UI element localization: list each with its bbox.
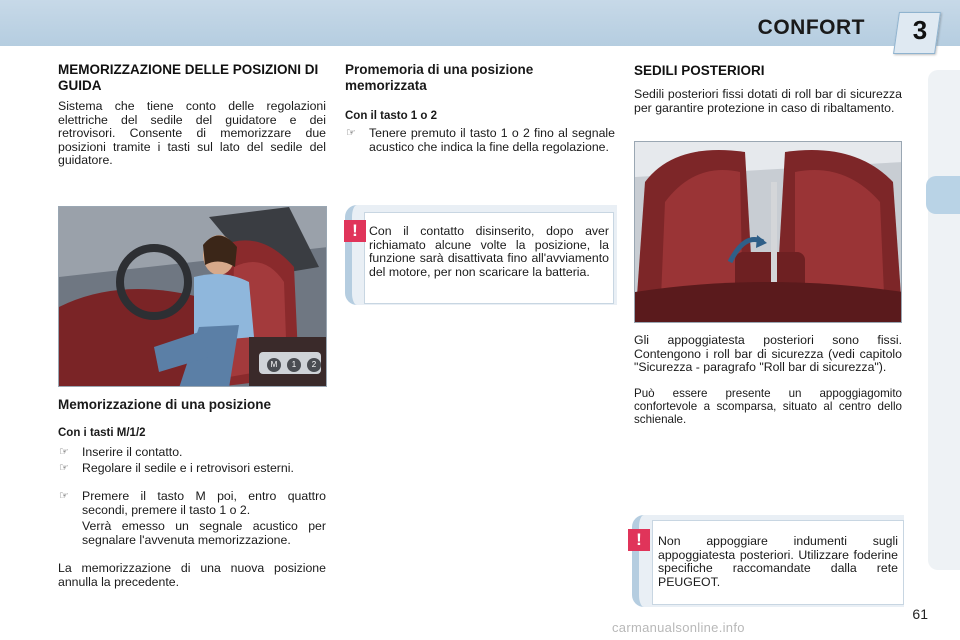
- driver-seat-photo: [58, 206, 327, 387]
- memory-buttons: [267, 358, 321, 372]
- recall-step: ☞ Tenere premuto il tasto 1 o 2 fino al segnale acustico che indica la fine della regolazione.: [346, 126, 615, 154]
- memory-button-2: 2: [307, 358, 321, 372]
- col1-intro: Sistema che tiene conto delle regolazioni elettriche del sedile del guidatore e dei retrovisori. Consente di memorizzare due posizioni tramite i tasti sul lato del sedile del guidatore.: [58, 99, 326, 167]
- col1-note: La memorizzazione di una nuova posizione annulla la precedente.: [58, 561, 326, 589]
- col2-title: Promemoria di una posizione memorizzata: [345, 62, 534, 93]
- watermark: carmanualsonline.info: [612, 620, 745, 635]
- col3-para2: Può essere presente un appoggiagomito confortevole a scomparsa, situato al centro dello schienale.: [634, 387, 902, 426]
- memory-button-1: 1: [287, 358, 301, 372]
- side-index-tabs: [928, 70, 960, 570]
- memory-button-m: M: [267, 358, 281, 372]
- rear-seats-photo: [634, 141, 902, 323]
- step-1: ☞ Inserire il contatto.: [59, 445, 183, 459]
- chapter-number: 3: [912, 15, 928, 45]
- battery-warning-text: Con il contatto disinserito, dopo aver richiamato alcune volte la posizione, la funzione sarà disattivata fino all'avviamento del motore, per non scaricare la batteria.: [369, 224, 609, 279]
- pointing-hand-icon: ☞: [59, 490, 69, 502]
- page-number: 61: [912, 606, 928, 622]
- col1-title: MEMORIZZAZIONE DELLE POSIZIONI DI GUIDA: [58, 62, 319, 93]
- warning-icon: !: [628, 529, 650, 551]
- pointing-hand-icon: ☞: [346, 127, 356, 139]
- step-3-detail: Verrà emesso un segnale acustico per segnalare l'avvenuta memorizzazione.: [82, 519, 326, 547]
- step-3: ☞ Premere il tasto M poi, entro quattro secondi, premere il tasto 1 o 2.: [59, 489, 326, 517]
- col1-buttons-heading: Con i tasti M/1/2: [58, 427, 146, 439]
- pointing-hand-icon: ☞: [59, 462, 69, 474]
- warning-icon: !: [344, 220, 366, 242]
- step-2: ☞ Regolare il sedile e i retrovisori esterni.: [59, 461, 294, 475]
- col2-buttons-heading: Con il tasto 1 o 2: [345, 110, 438, 122]
- headrest-warning-text: Non appoggiare indumenti sugli appoggiatesta posteriori. Utilizzare foderine specifiche raccomandate dalla rete PEUGEOT.: [658, 534, 898, 589]
- col3-title: SEDILI POSTERIORI: [634, 63, 765, 78]
- col3-para1: Gli appoggiatesta posteriori sono fissi. Contengono i roll bar di sicurezza (vedi capitolo "Sicurezza - paragrafo "Roll bar di sicurezza").: [634, 333, 902, 374]
- section-title: CONFORT: [757, 16, 865, 39]
- col3-intro: Sedili posteriori fissi dotati di roll bar di sicurezza per garantire protezione in caso di ribaltamento.: [634, 87, 902, 115]
- pointing-hand-icon: ☞: [59, 446, 69, 458]
- side-index-tab-active[interactable]: [926, 176, 960, 214]
- rear-seats-illustration: [635, 142, 902, 323]
- col1-subtitle: Memorizzazione di una posizione: [58, 397, 272, 412]
